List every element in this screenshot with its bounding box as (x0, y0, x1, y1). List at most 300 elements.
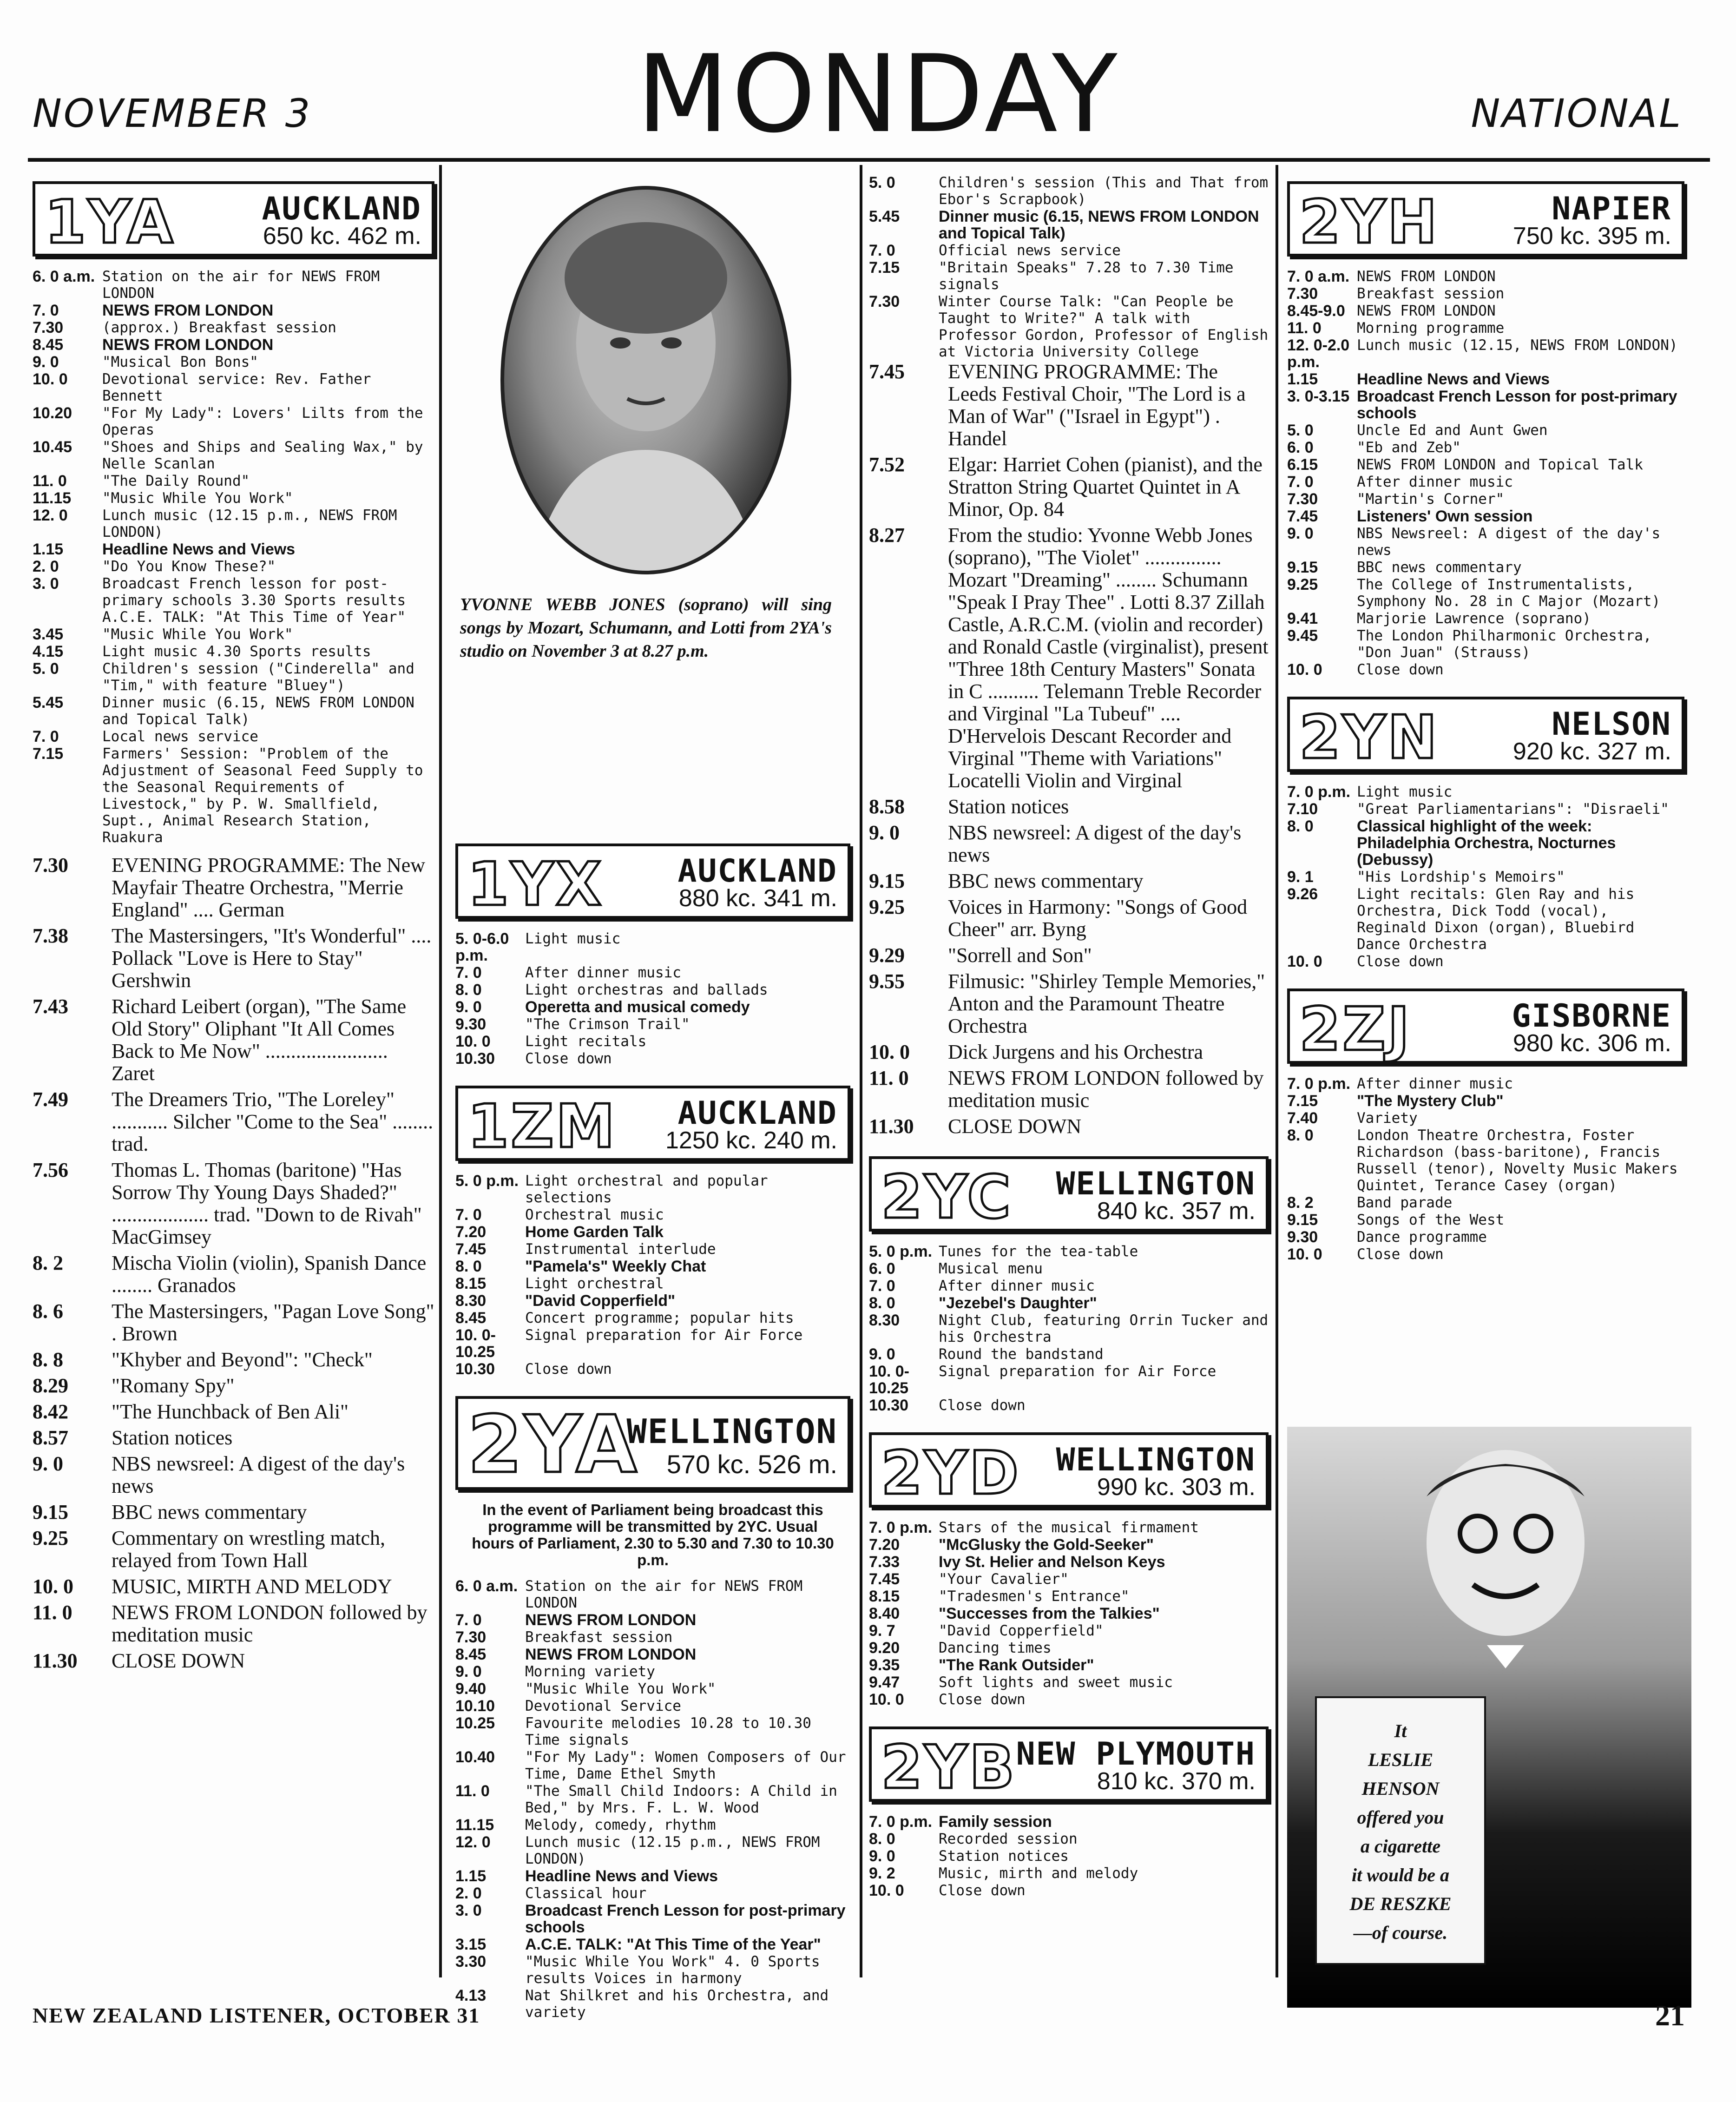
schedule-item (869, 1397, 1269, 1414)
schedule-time: 6. 0 (869, 1260, 895, 1278)
schedule-description: Round the bandstand (939, 1346, 1104, 1363)
station-frequency: 1250 kc. 240 m. (665, 1127, 837, 1154)
schedule-item (1287, 337, 1684, 370)
schedule-item (455, 1206, 850, 1223)
schedule-item (33, 728, 434, 745)
column-rule (860, 165, 862, 1977)
schedule-description: Dinner music (6.15, NEWS FROM LONDON and Topical Talk) (939, 208, 1259, 242)
schedule-item (455, 1817, 850, 1833)
schedule-time: 9. 0 (33, 1452, 63, 1475)
station-header-2yc (869, 1156, 1269, 1232)
station-logo: 2YC (881, 1163, 1013, 1232)
schedule-item (455, 1016, 850, 1033)
photo-caption: YVONNE WEBB JONES (soprano) will sing songs by Mozart, Schumann, and Lotti from 2YA's studio on November 3 at 8.27 p.m. (460, 595, 832, 661)
schedule-time: 7.56 (33, 1159, 68, 1181)
schedule-description: NBS newsreel: A digest of the day's news (948, 821, 1242, 866)
schedule-time: 3.45 (33, 626, 64, 643)
schedule-description: "Music While You Work" (525, 1680, 716, 1697)
schedule-description: A.C.E. TALK: "At This Time of the Year" (525, 1936, 821, 1953)
schedule-description: Light music (525, 930, 621, 947)
station-header-1ya (33, 181, 434, 257)
schedule-description: Children's session (This and That from Ebor's Scrapbook) (939, 174, 1269, 208)
schedule-time: 10.10 (455, 1697, 495, 1715)
advertisement (1287, 1427, 1691, 2008)
schedule-item (869, 361, 1269, 450)
station-city: NAPIER (1552, 191, 1671, 227)
schedule-item (455, 1953, 850, 1987)
schedule-item (869, 1882, 1269, 1899)
schedule-time: 6. 0 a.m. (455, 1577, 518, 1595)
schedule-item (869, 208, 1269, 242)
schedule-item (455, 1327, 850, 1360)
schedule-description: Marjorie Lawrence (soprano) (1357, 610, 1591, 627)
schedule-time: 3. 0 (455, 1902, 482, 1919)
schedule-description: Breakfast session (1357, 285, 1505, 302)
schedule-item (869, 1831, 1269, 1847)
schedule-item (455, 1885, 850, 1902)
schedule-list (455, 1578, 850, 2021)
schedule-description: Lunch music (12.15 p.m., NEWS FROM LONDON) (102, 507, 397, 540)
schedule-time: 7. 0 (455, 1206, 482, 1224)
schedule-description: "Music While You Work" (102, 490, 293, 507)
schedule-item (455, 1275, 850, 1292)
schedule-description: The College of Instrumentalists, Symphony No. 28 in C Major (Mozart) (1357, 576, 1661, 610)
portrait-silhouette (504, 190, 788, 571)
schedule-item (455, 1173, 850, 1206)
station-logo: 1YA (45, 188, 175, 257)
schedule-item (33, 995, 434, 1085)
schedule-description: (approx.) Breakfast session (102, 319, 336, 336)
schedule-description: Recorded session (939, 1831, 1078, 1847)
schedule-time: 11.30 (869, 1115, 914, 1138)
schedule-description: London Theatre Orchestra, Foster Richardson (bass-baritone), Francis Russell (tenor), Novelty Music Makers Quintet, Terance Casey (organ) (1357, 1127, 1678, 1194)
schedule-time: 10.30 (869, 1397, 909, 1414)
schedule-time: 7. 0 p.m. (869, 1813, 933, 1831)
schedule-item (33, 694, 434, 728)
schedule-time: 7.45 (869, 360, 905, 383)
schedule-time: 8. 0 (869, 1294, 895, 1312)
schedule-time: 7. 0 p.m. (869, 1519, 933, 1536)
schedule-time: 10. 0 (1287, 1245, 1322, 1263)
schedule-description: NEWS FROM LONDON (1357, 303, 1496, 319)
schedule-item (455, 1646, 850, 1663)
schedule-description: Close down (525, 1361, 612, 1377)
schedule-time: 9.26 (1287, 885, 1318, 903)
schedule-description: Elgar: Harriet Cohen (pianist), and the Stratton String Quartet Quintet in A Minor, Op. 84 (948, 453, 1263, 521)
schedule-time: 7. 0 (33, 728, 59, 745)
schedule-description: BBC news commentary (1357, 559, 1522, 576)
schedule-item (455, 1936, 850, 1953)
schedule-time: 8.30 (869, 1311, 900, 1329)
schedule-item (33, 1527, 434, 1572)
schedule-time: 8. 0 (869, 1830, 895, 1848)
schedule-item (455, 1749, 850, 1782)
schedule-time: 9.40 (455, 1680, 487, 1698)
schedule-time: 6.15 (1287, 456, 1318, 474)
station-header-2yn (1287, 697, 1684, 772)
schedule-item (869, 1554, 1269, 1570)
schedule-item (869, 1813, 1269, 1830)
schedule-item (1287, 661, 1684, 678)
schedule-time: 7.20 (455, 1223, 487, 1241)
schedule-description: Broadcast French lesson for post-primary schools 3.30 Sports results A.C.E. TALK: "At This Time of Year" (102, 575, 406, 626)
schedule-item (869, 1674, 1269, 1691)
schedule-time: 8.27 (869, 524, 905, 547)
schedule-description: Operetta and musical comedy (525, 998, 750, 1016)
schedule-description: Orchestral music (525, 1206, 664, 1223)
schedule-time: 8. 0 (1287, 817, 1314, 835)
schedule-item (33, 745, 434, 846)
schedule-item (1287, 422, 1684, 439)
station-header-2zj (1287, 988, 1684, 1064)
schedule-description: Instrumental interlude (525, 1241, 716, 1258)
column-rule (1276, 165, 1278, 1977)
schedule-description: Light music (1357, 784, 1453, 800)
schedule-time: 7.30 (33, 854, 68, 876)
schedule-time: 11. 0 (1287, 319, 1322, 337)
schedule-time: 3. 0-3.15 (1287, 388, 1350, 405)
station-logo: 1YX (467, 850, 604, 919)
schedule-item (33, 643, 434, 660)
schedule-item (33, 575, 434, 626)
schedule-time: 1.15 (1287, 370, 1318, 388)
station-city: NEW PLYMOUTH (1016, 1736, 1256, 1773)
schedule-item (33, 1349, 434, 1371)
schedule-description: Signal preparation for Air Force (939, 1363, 1217, 1380)
schedule-item (455, 1868, 850, 1885)
schedule-time: 7.45 (869, 1570, 900, 1588)
schedule-description: Classical hour (525, 1885, 647, 1902)
schedule-description: "The Rank Outsider" (939, 1656, 1094, 1674)
schedule-item (33, 854, 434, 921)
schedule-item (1287, 491, 1684, 507)
schedule-item (1287, 953, 1684, 970)
schedule-item (869, 1115, 1269, 1138)
schedule-description: CLOSE DOWN (948, 1115, 1082, 1138)
schedule-time: 9.41 (1287, 610, 1318, 627)
schedule-time: 7. 0 (869, 242, 895, 259)
schedule-description: Local news service (102, 728, 258, 745)
schedule-description: Close down (1357, 1246, 1444, 1263)
schedule-time: 8. 0 (1287, 1127, 1314, 1144)
schedule-time: 8.45 (455, 1646, 487, 1663)
schedule-item (33, 1501, 434, 1523)
schedule-item (869, 293, 1269, 360)
schedule-time: 8.45-9.0 (1287, 302, 1345, 320)
schedule-description: After dinner music (1357, 1075, 1513, 1092)
ad-card (1315, 1696, 1486, 1965)
schedule-description: Dancing times (939, 1640, 1052, 1656)
schedule-list (1287, 784, 1684, 970)
schedule-item (33, 507, 434, 540)
column-4 (1287, 174, 1684, 1263)
schedule-description: "The Crimson Trail" (525, 1016, 690, 1033)
schedule-description: Stars of the musical firmament (939, 1519, 1199, 1536)
schedule-item (869, 259, 1269, 293)
schedule-item (869, 1622, 1269, 1639)
schedule-time: 11. 0 (869, 1067, 909, 1089)
schedule-item (869, 1260, 1269, 1277)
schedule-item (33, 925, 434, 992)
schedule-description: BBC news commentary (112, 1501, 307, 1523)
station-header-2yd (869, 1432, 1269, 1508)
schedule-description: Children's session ("Cinderella" and "Tim," with feature "Bluey") (102, 660, 414, 694)
schedule-item (869, 524, 1269, 792)
schedule-time: 11. 0 (455, 1782, 490, 1800)
schedule-item (1287, 508, 1684, 525)
schedule-time: 10. 0-10.25 (869, 1363, 909, 1397)
station-city: NELSON (1552, 706, 1671, 743)
schedule-time: 12. 0 (455, 1833, 491, 1851)
station-city: WELLINGTON (626, 1412, 837, 1451)
schedule-description: Headline News and Views (525, 1867, 718, 1885)
schedule-time: 3. 0 (33, 575, 59, 593)
station-city: GISBORNE (1512, 998, 1671, 1035)
schedule-description: "Tradesmen's Entrance" (939, 1588, 1130, 1605)
station-city: WELLINGTON (1056, 1166, 1256, 1202)
schedule-description: Voices in Harmony: "Songs of Good Cheer" arr. Byng (948, 896, 1248, 941)
schedule-item (1287, 303, 1684, 319)
schedule-time: 7.38 (33, 924, 68, 947)
evening-programme-list (33, 854, 434, 1672)
schedule-item (1287, 1194, 1684, 1211)
schedule-time: 8.58 (869, 795, 905, 818)
schedule-time: 8.45 (455, 1309, 487, 1327)
schedule-item (1287, 869, 1684, 885)
schedule-time: 9. 0 (869, 821, 900, 844)
schedule-time: 5. 0 (869, 174, 895, 191)
schedule-description: Thomas L. Thomas (baritone) "Has Sorrow Thy Young Days Shaded?" ................... trad. "Down to de Rivah" MacGimsey (112, 1159, 422, 1248)
page-date: NOVEMBER 3 (33, 91, 312, 136)
schedule-time: 7.10 (1287, 800, 1318, 818)
schedule-item (33, 1601, 434, 1646)
schedule-description: NEWS FROM LONDON (102, 302, 274, 319)
schedule-item (1287, 456, 1684, 473)
schedule-time: 1.15 (455, 1867, 487, 1885)
schedule-item (1287, 559, 1684, 576)
schedule-item (1287, 525, 1684, 559)
schedule-time: 9.45 (1287, 627, 1318, 645)
schedule-item (869, 1640, 1269, 1656)
schedule-item (455, 1783, 850, 1816)
schedule-description: "Pamela's" Weekly Chat (525, 1258, 706, 1275)
station-header-2yh (1287, 181, 1684, 257)
schedule-item (869, 1691, 1269, 1708)
schedule-description: "For My Lady": Lovers' Lilts from the Operas (102, 405, 423, 438)
schedule-item (1287, 285, 1684, 302)
schedule-item (869, 1041, 1269, 1063)
schedule-time: 11.15 (455, 1816, 494, 1834)
schedule-time: 7.52 (869, 453, 905, 476)
schedule-description: Richard Leibert (organ), "The Same Old Story" Oliphant "It All Comes Back to Me Now" ........................ Zaret (112, 995, 407, 1085)
schedule-time: 9.25 (869, 896, 905, 918)
schedule-item (869, 796, 1269, 818)
schedule-item (455, 1050, 850, 1067)
schedule-time: 8.40 (869, 1605, 900, 1622)
schedule-time: 4.13 (455, 1987, 487, 2004)
schedule-description: Music, mirth and melody (939, 1865, 1138, 1882)
schedule-description: After dinner music (525, 964, 681, 981)
schedule-description: Concert programme; popular hits (525, 1310, 794, 1326)
schedule-time: 9. 0 (1287, 525, 1314, 542)
station-header-2ya (455, 1396, 850, 1490)
schedule-item (455, 1680, 850, 1697)
schedule-description: "For My Lady": Women Composers of Our Time, Dame Ethel Smyth (525, 1749, 846, 1782)
schedule-time: 7. 0 p.m. (1287, 1075, 1351, 1093)
station-logo: 1ZM (467, 1092, 617, 1161)
schedule-time: 10.30 (455, 1360, 495, 1378)
schedule-time: 8.42 (33, 1400, 68, 1423)
schedule-time: 9.15 (869, 870, 905, 892)
station-header-2yb (869, 1726, 1269, 1802)
schedule-time: 9. 0 (869, 1847, 895, 1865)
schedule-time: 8. 2 (33, 1252, 63, 1274)
schedule-description: Dinner music (6.15, NEWS FROM LONDON and Topical Talk) (102, 694, 414, 728)
schedule-item (1287, 610, 1684, 627)
schedule-description: Station notices (948, 795, 1069, 818)
schedule-description: Band parade (1357, 1194, 1453, 1211)
schedule-item (455, 1612, 850, 1628)
schedule-time: 10.20 (33, 404, 72, 422)
schedule-item (33, 336, 434, 353)
schedule-description: Light orchestral and popular selections (525, 1173, 768, 1206)
schedule-description: Close down (1357, 661, 1444, 678)
schedule-list (869, 1519, 1269, 1708)
schedule-description: BBC news commentary (948, 870, 1144, 892)
schedule-description: "Khyber and Beyond": "Check" (112, 1348, 373, 1371)
schedule-time: 9.30 (455, 1015, 487, 1033)
schedule-item (869, 1243, 1269, 1260)
schedule-description: "The Mystery Club" (1357, 1092, 1504, 1110)
schedule-description: "Jezebel's Daughter" (939, 1294, 1097, 1312)
schedule-description: Close down (939, 1691, 1026, 1708)
schedule-description: Dance programme (1357, 1229, 1487, 1245)
schedule-description: "Great Parliamentarians": "Disraeli" (1357, 801, 1669, 817)
schedule-time: 7.40 (1287, 1109, 1318, 1127)
schedule-description: Broadcast French Lesson for post-primary schools (525, 1902, 846, 1936)
schedule-time: 9. 0 (455, 1663, 482, 1680)
schedule-description: Official news service (939, 242, 1121, 259)
schedule-time: 4.15 (33, 643, 64, 660)
schedule-item (33, 626, 434, 643)
schedule-item (869, 1588, 1269, 1605)
station-logo: 2YB (881, 1733, 1017, 1802)
schedule-time: 12. 0-2.0 p.m. (1287, 336, 1350, 371)
column-rule (439, 165, 442, 1977)
schedule-item (455, 1902, 850, 1936)
schedule-time: 9.29 (869, 944, 905, 967)
station-frequency: 570 kc. 526 m. (666, 1450, 837, 1479)
schedule-time: 9. 7 (869, 1622, 895, 1640)
schedule-item (1287, 388, 1684, 422)
schedule-description: NEWS FROM LONDON followed by meditation music (112, 1601, 427, 1646)
station-logo: 2YD (881, 1439, 1020, 1508)
ad-line: a cigarette (1360, 1836, 1441, 1857)
station-logo: 2YH (1299, 188, 1439, 257)
schedule-item (33, 302, 434, 319)
schedule-time: 7.20 (869, 1536, 900, 1554)
schedule-time: 9.15 (1287, 1211, 1318, 1229)
schedule-item (33, 558, 434, 575)
schedule-time: 7.30 (1287, 285, 1318, 303)
schedule-description: Lunch music (12.15 p.m., NEWS FROM LONDON) (525, 1834, 820, 1867)
schedule-time: 3.15 (455, 1936, 487, 1953)
schedule-time: 8. 2 (1287, 1194, 1314, 1212)
schedule-item (869, 1848, 1269, 1865)
schedule-description: Headline News and Views (1357, 370, 1550, 388)
page-title: MONDAY (637, 33, 1120, 157)
schedule-time: 8. 0 (455, 981, 482, 999)
schedule-description: Devotional Service (525, 1698, 681, 1714)
station-logo: 2YN (1299, 703, 1439, 772)
schedule-time: 11.15 (33, 489, 72, 507)
schedule-description: Light music 4.30 Sports results (102, 643, 371, 660)
ad-man-illustration (1287, 1427, 1691, 1706)
schedule-item (455, 1292, 850, 1309)
schedule-item (455, 1698, 850, 1714)
station-frequency: 810 kc. 370 m. (1097, 1768, 1256, 1795)
header-rule (28, 158, 1710, 162)
schedule-time: 8.29 (33, 1374, 68, 1397)
schedule-description: Melody, comedy, rhythm (525, 1817, 716, 1833)
schedule-description: Station on the air for NEWS FROM LONDON (525, 1578, 803, 1611)
schedule-time: 9.30 (1287, 1228, 1318, 1246)
station-frequency: 880 kc. 341 m. (678, 885, 837, 912)
schedule-time: 7. 0 a.m. (1287, 268, 1350, 285)
schedule-item (869, 1278, 1269, 1294)
schedule-item (869, 1346, 1269, 1363)
schedule-time: 8. 6 (33, 1300, 63, 1323)
schedule-description: "The Hunchback of Ben Ali" (112, 1400, 349, 1423)
schedule-description: Station notices (939, 1848, 1069, 1865)
footer-publication: NEW ZEALAND LISTENER, OCTOBER 31 (33, 2003, 480, 2027)
station-frequency: 750 kc. 395 m. (1512, 223, 1671, 250)
schedule-time: 9.25 (1287, 576, 1318, 593)
schedule-list (869, 1243, 1269, 1414)
schedule-description: Lunch music (12.15, NEWS FROM LONDON) (1357, 337, 1678, 354)
schedule-description: Listeners' Own session (1357, 507, 1533, 525)
schedule-description: Ivy St. Helier and Nelson Keys (939, 1553, 1165, 1571)
schedule-item (33, 319, 434, 336)
schedule-time: 8.57 (33, 1426, 68, 1449)
schedule-item (1287, 1127, 1684, 1194)
station-header-1zm (455, 1086, 850, 1161)
schedule-item (1287, 474, 1684, 490)
schedule-time: 10. 0-10.25 (455, 1326, 496, 1361)
schedule-item (869, 896, 1269, 941)
schedule-time: 9. 0 (33, 353, 59, 371)
ad-slogan (1317, 1717, 1484, 1947)
schedule-item (1287, 1246, 1684, 1263)
station-city: WELLINGTON (1056, 1442, 1256, 1478)
schedule-item (869, 242, 1269, 259)
schedule-description: "Music While You Work" (102, 626, 293, 643)
column-2 (455, 837, 850, 2021)
schedule-item (455, 1258, 850, 1275)
schedule-item (1287, 801, 1684, 817)
schedule-item (1287, 818, 1684, 868)
schedule-item (869, 1536, 1269, 1553)
schedule-description: "McGlusky the Gold-Seeker" (939, 1536, 1154, 1554)
schedule-time: 10. 0 (869, 1882, 904, 1899)
schedule-description: Light orchestras and ballads (525, 982, 768, 998)
ad-line: HENSON (1361, 1778, 1440, 1799)
schedule-description: Filmusic: "Shirley Temple Memories," Anton and the Paramount Theatre Orchestra (948, 970, 1265, 1037)
schedule-description: "Your Cavalier" (939, 1571, 1069, 1588)
schedule-time: 5. 0-6.0 p.m. (455, 930, 509, 964)
schedule-description: "Musical Bon Bons" (102, 354, 258, 370)
schedule-item (455, 1033, 850, 1050)
